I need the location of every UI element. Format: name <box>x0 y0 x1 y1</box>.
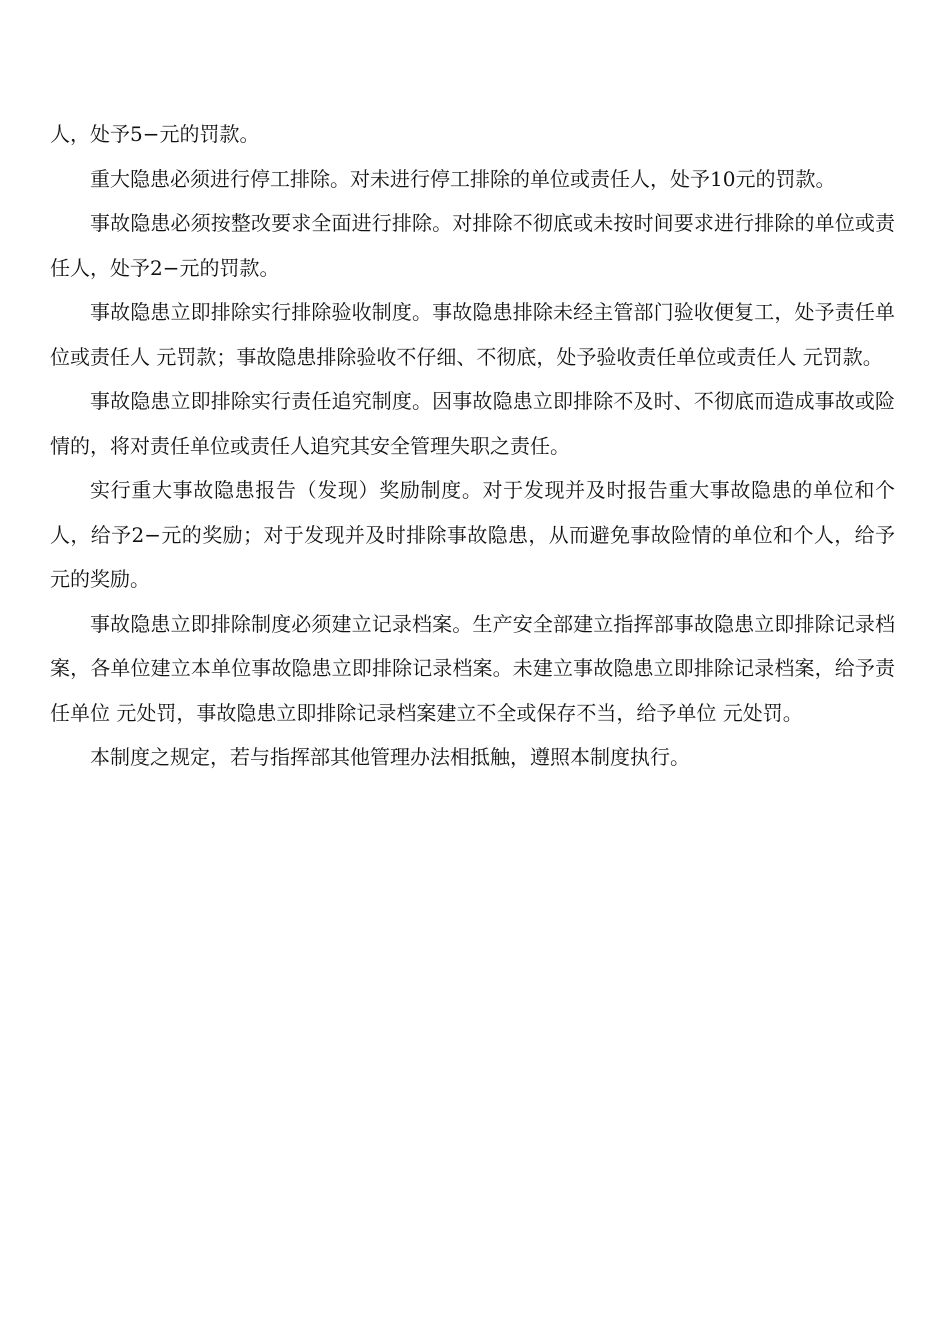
paragraph-rectification: 事故隐患必须按整改要求全面进行排除。对排除不彻底或未按时间要求进行排除的单位或责任人，处予2−元的罚款。 <box>50 211 895 280</box>
paragraph-records: 事故隐患立即排除制度必须建立记录档案。生产安全部建立指挥部事故隐患立即排除记录档案，各单位建立本单位事故隐患立即排除记录档案。未建立事故隐患立即排除记录档案，给予责任单位 元处罚，事故隐患立即排除记录档案建立不全或保存不当，给予单位 元处罚。 <box>50 611 895 725</box>
document-body <box>50 112 895 780</box>
paragraph-continuation: 人，处予5−元的罚款。 <box>50 122 260 146</box>
paragraph-acceptance: 事故隐患立即排除实行排除验收制度。事故隐患排除未经主管部门验收便复工，处予责任单位或责任人 元罚款；事故隐患排除验收不仔细、不彻底，处予验收责任单位或责任人 元罚款。 <box>50 300 895 369</box>
paragraph-major-hazard: 重大隐患必须进行停工排除。对未进行停工排除的单位或责任人，处予10元的罚款。 <box>90 166 836 191</box>
paragraph-precedence: 本制度之规定，若与指挥部其他管理办法相抵触，遵照本制度执行。 <box>90 745 690 769</box>
paragraph-accountability: 事故隐患立即排除实行责任追究制度。因事故隐患立即排除不及时、不彻底而造成事故或险情的，将对责任单位或责任人追究其安全管理失职之责任。 <box>50 389 895 458</box>
paragraph-reward: 实行重大事故隐患报告（发现）奖励制度。对于发现并及时报告重大事故隐患的单位和个人，给予2−元的奖励；对于发现并及时排除事故隐患，从而避免事故险情的单位和个人，给予 元的奖励。 <box>50 478 895 591</box>
